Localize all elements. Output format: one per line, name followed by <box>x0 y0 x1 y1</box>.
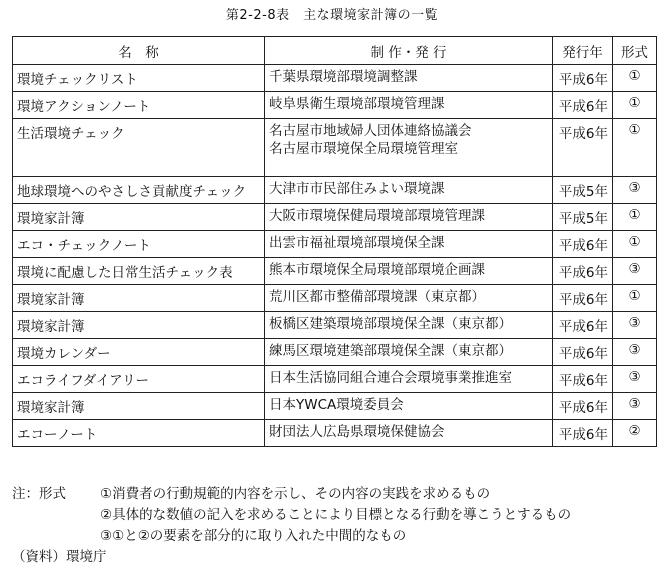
table-title: 第2-2-8表 主な環境家計簿の一覧 <box>225 8 439 23</box>
cell-name: 環境アクションノート <box>13 92 265 119</box>
cell-publisher <box>265 420 553 447</box>
publisher-line: 大津市市民部住みよい環境課 <box>269 181 445 197</box>
note-row-3 <box>12 526 571 547</box>
table-row <box>13 204 657 231</box>
table-row <box>13 285 657 312</box>
cell-year: 平成5年 <box>553 177 613 204</box>
publisher-line: 日本生活協同組合連合会環境事業推進室 <box>269 370 512 386</box>
header-publisher: 制 作・発 行 <box>265 37 553 65</box>
cell-year: 平成6年 <box>553 339 613 366</box>
publisher-line: 財団法人広島県環境保健協会 <box>269 424 445 440</box>
cell-name: 環境家計簿 <box>13 312 265 339</box>
table-body <box>13 65 657 447</box>
cell-publisher <box>265 119 553 177</box>
publisher-line: 荒川区都市整備部環境課（東京都） <box>269 289 485 305</box>
publisher-line: 出雲市福祉環境部環境保全課 <box>269 235 445 251</box>
cell-year: 平成6年 <box>553 366 613 393</box>
note-item: ②具体的な数値の記入を求めることにより目標となる行動を導こうとするもの <box>100 507 572 523</box>
cell-name: 環境家計簿 <box>13 285 265 312</box>
cell-format: ① <box>613 119 657 177</box>
table-row <box>13 312 657 339</box>
cell-format: ① <box>613 92 657 119</box>
table-row <box>13 65 657 92</box>
notes-section <box>12 484 571 568</box>
publisher-line: 千葉県環境部環境調整課 <box>269 69 418 85</box>
cell-year: 平成6年 <box>553 258 613 285</box>
cell-name: エコーノート <box>13 420 265 447</box>
cell-format: ② <box>613 420 657 447</box>
cell-publisher <box>265 285 553 312</box>
notes-label: 注：形式 <box>12 486 66 502</box>
header-format: 形式 <box>613 37 657 65</box>
cell-year: 平成6年 <box>553 65 613 92</box>
publisher-line: 板橋区建築環境部環境保全課（東京都） <box>269 316 512 332</box>
table-row <box>13 366 657 393</box>
cell-year: 平成6年 <box>553 312 613 339</box>
cell-name: エコ・チェックノート <box>13 231 265 258</box>
cell-name: 環境家計簿 <box>13 204 265 231</box>
table-row <box>13 177 657 204</box>
cell-format: ③ <box>613 312 657 339</box>
publisher-line: 日本YWCA環境委員会 <box>269 397 404 413</box>
cell-name: 環境チェックリスト <box>13 65 265 92</box>
cell-format: ③ <box>613 366 657 393</box>
cell-format: ③ <box>613 339 657 366</box>
cell-format: ① <box>613 65 657 92</box>
table-row <box>13 119 657 177</box>
publisher-line: 岐阜県衛生環境部環境管理課 <box>269 96 445 112</box>
cell-publisher <box>265 339 553 366</box>
cell-name: エコライフダイアリー <box>13 366 265 393</box>
cell-year: 平成6年 <box>553 420 613 447</box>
cell-name: 環境家計簿 <box>13 393 265 420</box>
cell-format: ① <box>613 285 657 312</box>
cell-name: 生活環境チェック <box>13 119 265 177</box>
cell-year: 平成6年 <box>553 231 613 258</box>
note-item: ③①と②の要素を部分的に取り入れた中間的なもの <box>100 528 407 544</box>
cell-name: 地球環境へのやさしさ貢献度チェック <box>13 177 265 204</box>
table-row <box>13 231 657 258</box>
header-row <box>13 37 657 65</box>
cell-publisher <box>265 204 553 231</box>
cell-year: 平成6年 <box>553 393 613 420</box>
publisher-line: 大阪市環境保健局環境部環境管理課 <box>269 208 485 224</box>
source-note: （資料）環境庁 <box>12 549 107 565</box>
table-row <box>13 92 657 119</box>
cell-name: 環境カレンダー <box>13 339 265 366</box>
table-row <box>13 420 657 447</box>
cell-publisher <box>265 65 553 92</box>
cell-year: 平成6年 <box>553 92 613 119</box>
cell-publisher <box>265 177 553 204</box>
table-row <box>13 393 657 420</box>
header-year: 発行年 <box>553 37 613 65</box>
publisher-line: 名古屋市環境保全局環境管理室 <box>269 141 458 157</box>
cell-publisher <box>265 366 553 393</box>
publisher-line: 熊本市環境保全局環境部環境企画課 <box>269 262 485 278</box>
publisher-line: 練馬区環境建築部環境保全課（東京都） <box>269 343 512 359</box>
publisher-line: 名古屋市地域婦人団体連絡協議会 <box>269 123 472 139</box>
cell-publisher <box>265 258 553 285</box>
cell-format: ① <box>613 204 657 231</box>
cell-publisher <box>265 393 553 420</box>
cell-year: 平成6年 <box>553 285 613 312</box>
note-row-2 <box>12 505 571 526</box>
cell-name: 環境に配慮した日常生活チェック表 <box>13 258 265 285</box>
header-name: 名 称 <box>13 37 265 65</box>
cell-format: ① <box>613 231 657 258</box>
note-item: ①消費者の行動規範的内容を示し、その内容の実践を求めるもの <box>100 486 491 502</box>
cell-format: ③ <box>613 393 657 420</box>
eco-household-ledger-table <box>12 36 657 447</box>
table-row <box>13 258 657 285</box>
cell-publisher <box>265 92 553 119</box>
cell-year: 平成6年 <box>553 119 613 177</box>
table-row <box>13 339 657 366</box>
cell-publisher <box>265 231 553 258</box>
cell-publisher <box>265 312 553 339</box>
cell-year: 平成5年 <box>553 204 613 231</box>
cell-format: ③ <box>613 177 657 204</box>
note-row-1 <box>12 484 571 505</box>
cell-format: ③ <box>613 258 657 285</box>
